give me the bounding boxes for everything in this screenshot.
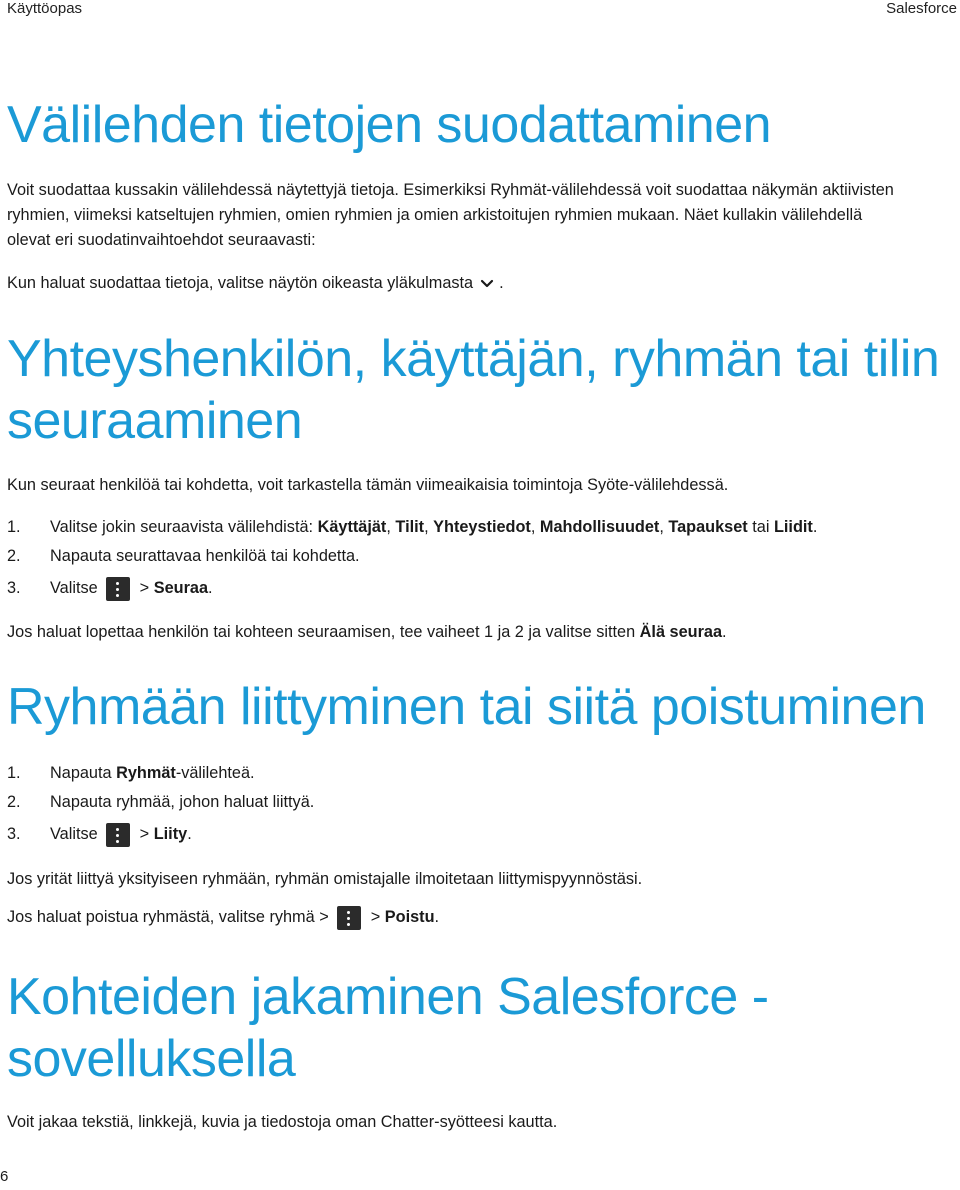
more-vertical-icon <box>106 823 130 847</box>
filtering-paragraph: Voit suodattaa kussakin välilehdessä näytettyjä tietoja. Esimerkiksi Ryhmät-välilehdessä voit suodattaa näkymän aktiivisten ryhmien, viimeksi katseltujen ryhmien, omien ryhmien ja omien arkistoitujen ryhmien mukaan. Näet kullakin välilehdellä olevat eri suodatinvaihtoehdot seuraavasti: <box>7 181 894 249</box>
more-vertical-icon <box>106 577 130 601</box>
more-vertical-icon <box>337 906 361 930</box>
header-right-title: Salesforce <box>886 0 957 17</box>
unfollow-note: Jos haluat lopettaa henkilön tai kohteen seuraamisen, tee vaiheet 1 ja 2 ja valitse sitten Älä seuraa. <box>7 623 727 641</box>
section-title-filtering: Välilehden tietojen suodattaminen <box>7 96 772 154</box>
section-title-following: Yhteyshenkilön, käyttäjän, ryhmän tai tilin seuraaminen <box>7 330 940 450</box>
list-item: 2. Napauta seurattavaa henkilöä tai kohdetta. <box>7 547 360 565</box>
list-item: 1. Valitse jokin seuraavista välilehdistä: Käyttäjät, Tilit, Yhteystiedot, Mahdollisuudet, Tapaukset tai Liidit. <box>7 518 818 536</box>
list-item: 3. Valitse > Seuraa. <box>7 576 213 601</box>
list-item: 1. Napauta Ryhmät-välilehteä. <box>7 764 255 782</box>
chevron-down-icon <box>479 276 495 292</box>
list-item: 3. Valitse > Liity. <box>7 822 192 847</box>
private-group-note: Jos yrität liittyä yksityiseen ryhmään, ryhmän omistajalle ilmoitetaan liittymispyynnöstäsi. <box>7 870 643 888</box>
leave-group-note: Jos haluat poistua ryhmästä, valitse ryhmä > > Poistu. <box>7 905 957 930</box>
filtering-instruction: Kun haluat suodattaa tietoja, valitse näytön oikeasta yläkulmasta . <box>7 274 504 292</box>
following-intro: Kun seuraat henkilöä tai kohdetta, voit tarkastella tämän viimeaikaisia toimintoja Syöte-välilehdessä. <box>7 476 729 494</box>
section-title-sharing: Kohteiden jakaminen Salesforce - sovelluksella <box>7 968 769 1088</box>
section-title-join-group: Ryhmään liittyminen tai siitä poistuminen <box>7 678 926 736</box>
sharing-paragraph: Voit jakaa tekstiä, linkkejä, kuvia ja tiedostoja oman Chatter-syötteesi kautta. <box>7 1113 558 1131</box>
header-left-title: Käyttöopas <box>7 0 83 17</box>
list-item: 2. Napauta ryhmää, johon haluat liittyä. <box>7 793 315 811</box>
page-number: 6 <box>0 1168 9 1185</box>
